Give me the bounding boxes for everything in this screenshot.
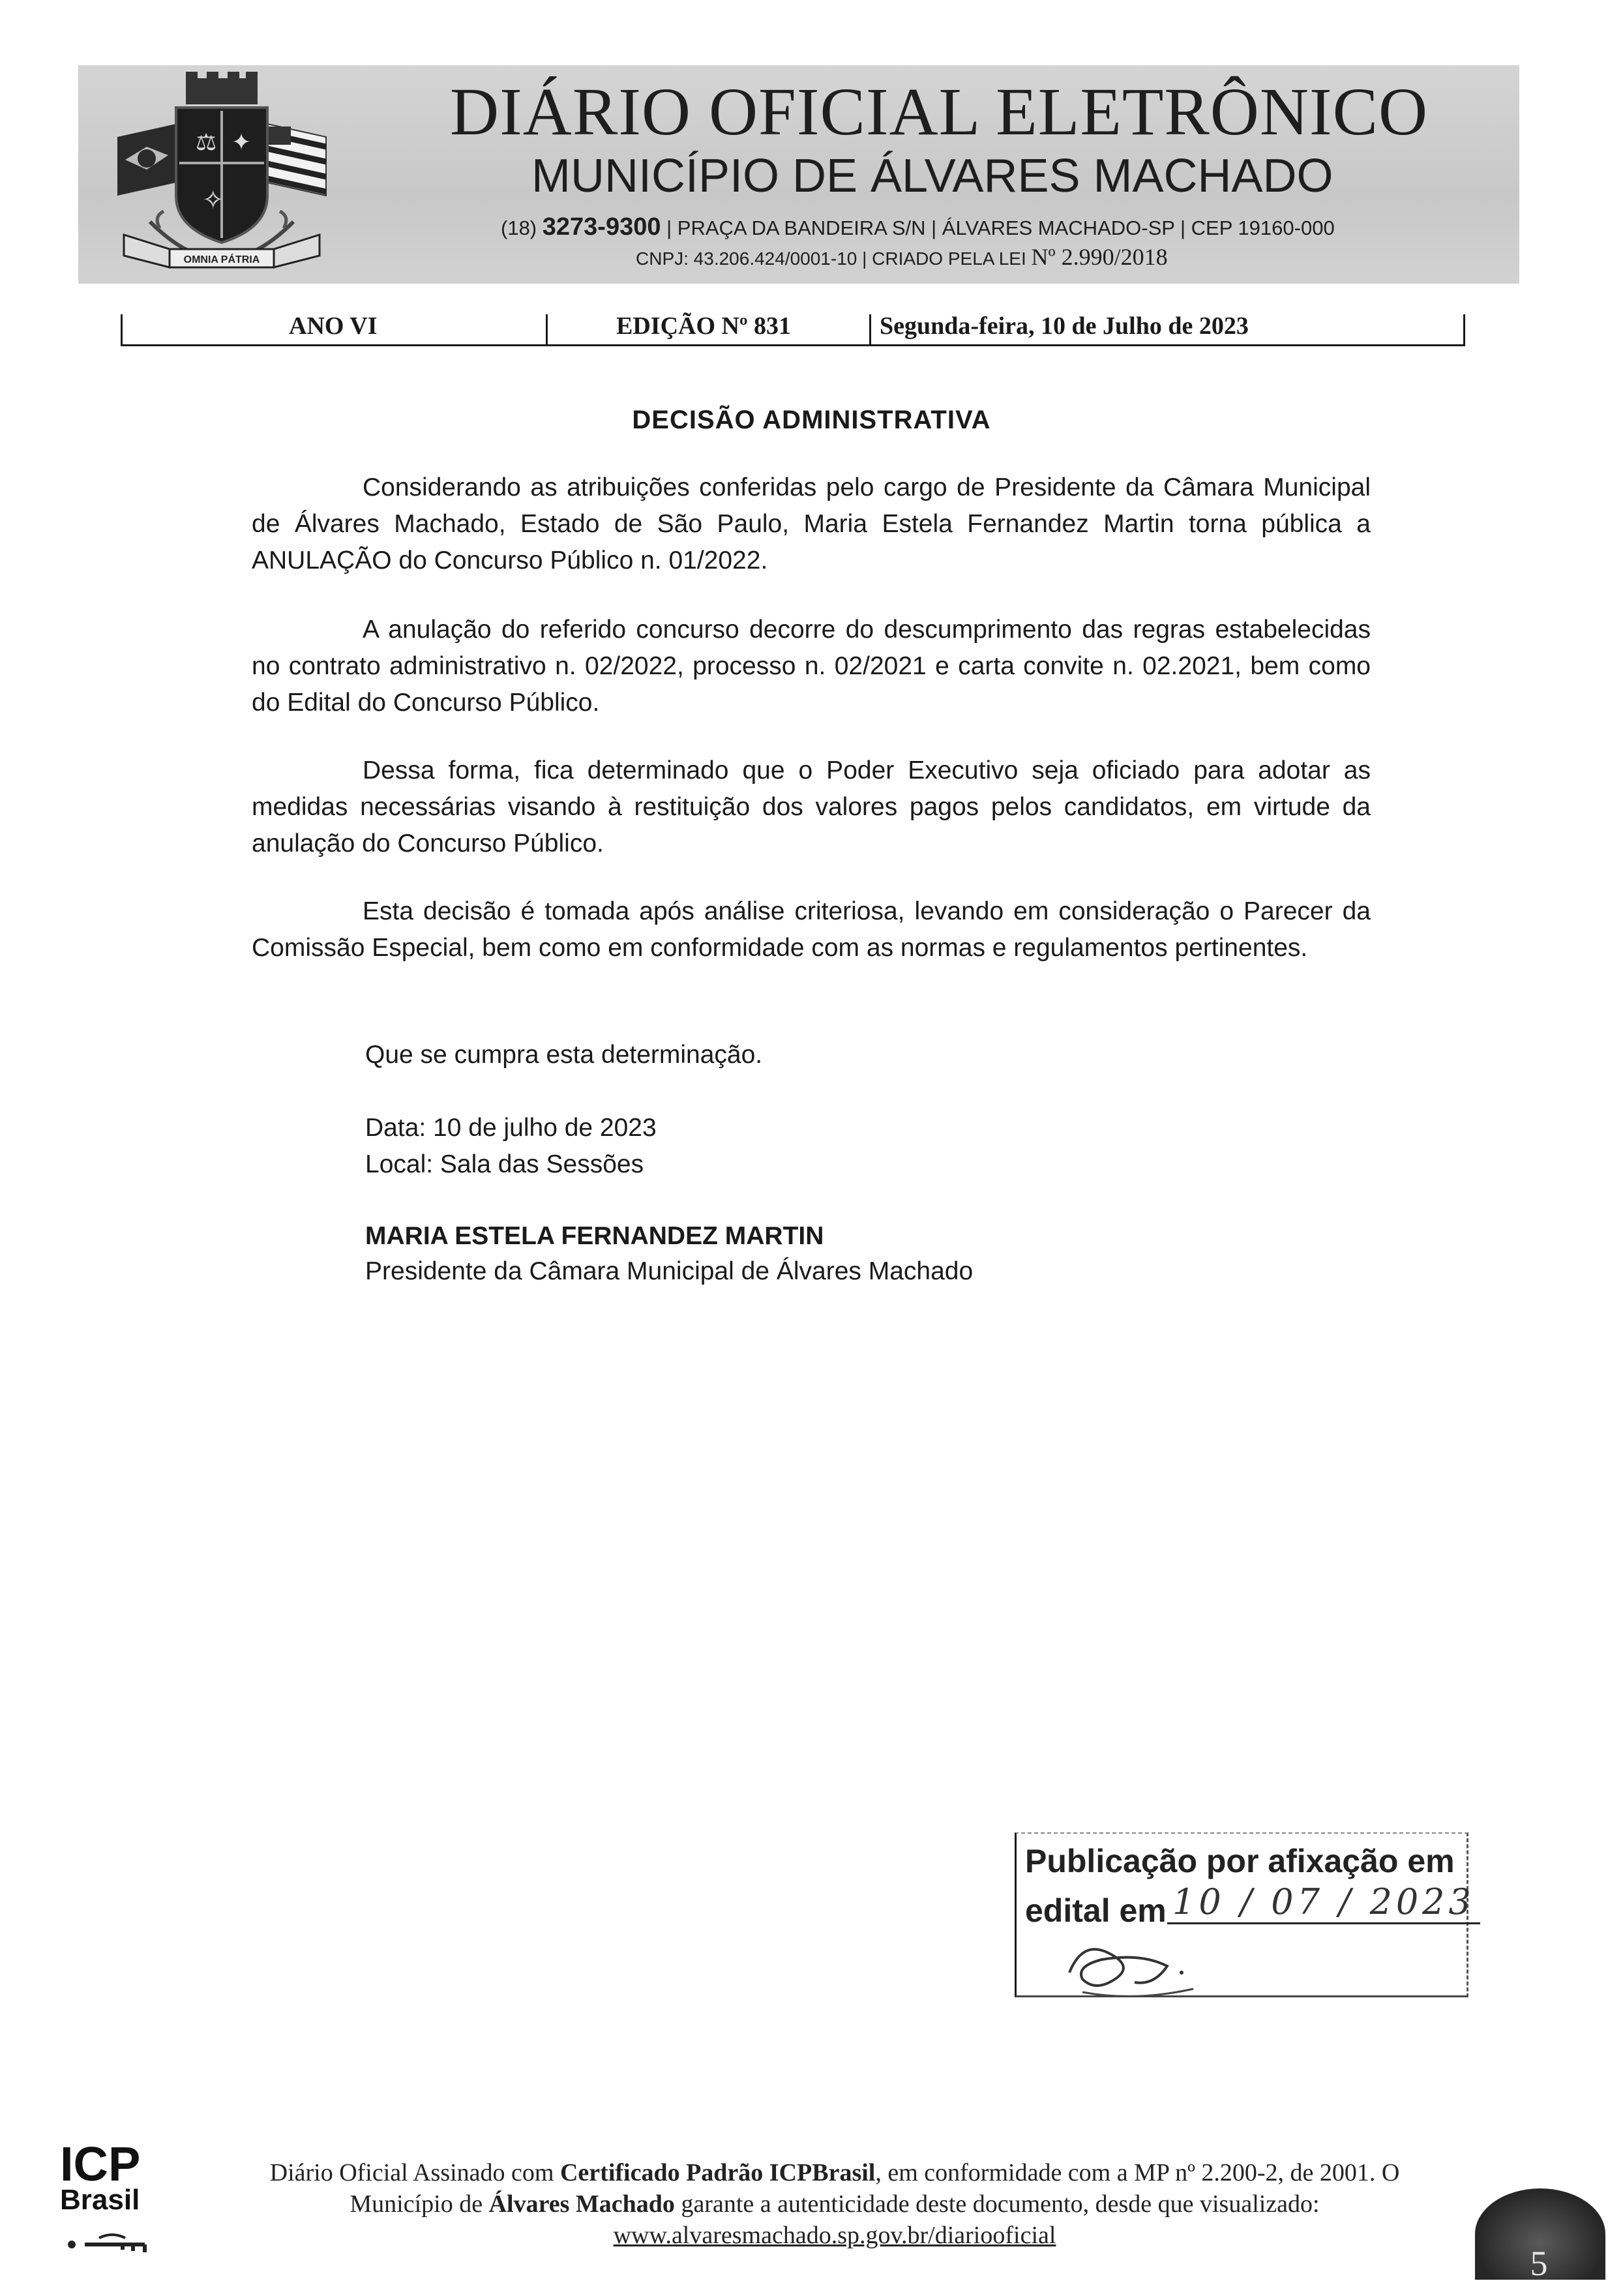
date-line: Data: 10 de julho de 2023 bbox=[365, 1114, 657, 1142]
paragraph: Dessa forma, fica determinado que o Poder Executivo seja oficiado para adotar as medidas necessárias visando à restituição dos valores pagos pelos candidatos, em virtude da anulação do Concurso Público. bbox=[252, 756, 1371, 857]
stamp-line2: edital em bbox=[1025, 1892, 1167, 1929]
address: | PRAÇA DA BANDEIRA S/N | ÁLVARES MACHADO-SP | CEP 19160-000 bbox=[661, 216, 1335, 239]
paragraph: Esta decisão é tomada após análise criteriosa, levando em consideração o Parecer da Comissão Especial, bem como em conformidade com as normas e regulamentos pertinentes. bbox=[252, 897, 1371, 962]
cnpj: CNPJ: 43.206.424/0001-10 | CRIADO PELA LEI bbox=[636, 248, 1032, 269]
divider bbox=[1463, 314, 1465, 344]
creation-law: Nº 2.990/2018 bbox=[1031, 244, 1168, 270]
svg-text:✧: ✧ bbox=[202, 185, 224, 215]
document-heading: DECISÃO ADMINISTRATIVA bbox=[632, 406, 991, 434]
signatory-name: MARIA ESTELA FERNANDEZ MARTIN bbox=[365, 1222, 824, 1250]
signature-icon bbox=[1056, 1927, 1226, 2005]
municipality-name: MUNICÍPIO DE ÁLVARES MACHADO bbox=[531, 150, 1333, 202]
journal-title: DIÁRIO OFICIAL ELETRÔNICO bbox=[450, 74, 1429, 149]
footer-url-link[interactable]: www.alvaresmachado.sp.gov.br/diariooficial bbox=[613, 2222, 1056, 2249]
divider bbox=[546, 314, 548, 344]
edition-date: Segunda-feira, 10 de Julho de 2023 bbox=[880, 312, 1249, 340]
closing-line: Que se cumpra esta determinação. bbox=[365, 1041, 763, 1069]
svg-text:⚖: ⚖ bbox=[196, 129, 217, 156]
footer-notice: Diário Oficial Assinado com Certificado Padrão ICPBrasil, em conformidade com a MP nº 2.200-2, de 2001. O Município de Álvares Machado garante a autenticidade deste documento, desde que visualizado: www.alvaresmachado.sp.gov.br/diariooficial bbox=[269, 2159, 1400, 2249]
stamp-line1: Publicação por afixação em bbox=[1025, 1843, 1455, 1879]
edition-number: EDIÇÃO Nº 831 bbox=[616, 312, 792, 340]
coat-of-arms-icon bbox=[98, 72, 346, 280]
divider bbox=[869, 314, 871, 344]
stamp-date: 10 / 07 / 2023 bbox=[1167, 1881, 1480, 1924]
icp-brasil-logo bbox=[60, 2137, 158, 2216]
signatory-role: Presidente da Câmara Municipal de Álvares Machado bbox=[365, 1257, 974, 1285]
paragraph: A anulação do referido concurso decorre do descumprimento das regras estabelecidas no contrato administrativo n. 02/2022, processo n. 02/2021 e carta convite n. 02.2021, bem como do Edital do Concurso Público. bbox=[252, 616, 1371, 717]
location-line: Local: Sala das Sessões bbox=[365, 1150, 644, 1178]
paragraph: Considerando as atribuições conferidas pelo cargo de Presidente da Câmara Municipal de Álvares Machado, Estado de São Paulo, Maria Estela Fernandez Martin torna pública a ANULAÇÃO do Concurso Público n. 01/2022. bbox=[252, 473, 1371, 574]
coat-motto: OMNIA PÁTRIA bbox=[183, 254, 260, 265]
icp-logo-bottom: Brasil bbox=[60, 2184, 140, 2216]
cnpj-line bbox=[636, 244, 1483, 272]
edition-bar bbox=[121, 305, 1465, 346]
svg-text:✦: ✦ bbox=[231, 129, 252, 156]
contact-line bbox=[501, 214, 1479, 241]
phone-prefix: (18) bbox=[501, 216, 543, 239]
divider bbox=[121, 314, 123, 344]
edition-year: ANO VI bbox=[289, 312, 378, 340]
page-number: 5 bbox=[1530, 2244, 1548, 2283]
icp-logo-top: ICP bbox=[60, 2137, 141, 2191]
phone-number: 3273-9300 bbox=[542, 213, 661, 241]
